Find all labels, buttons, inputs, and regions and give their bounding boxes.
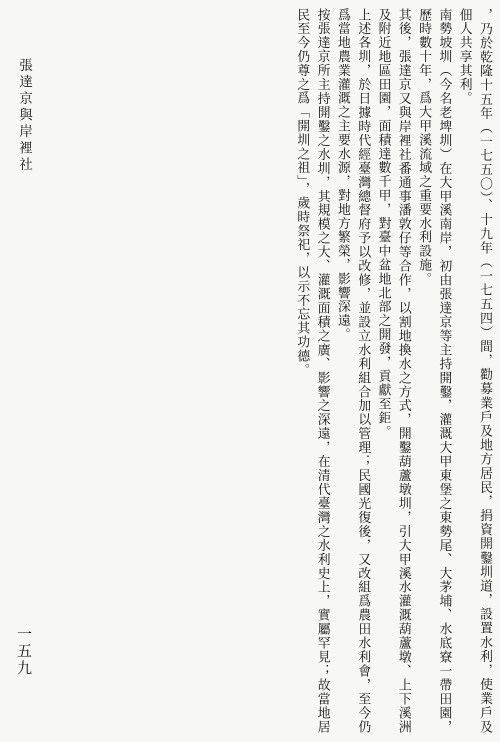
paragraph-3: 其後，張達京又與岸裡社番通事潘敦仔等合作，以割地換水之方式，開鑿葫蘆墩圳，引大甲溪水灌溉葫蘆墩、上下溪洲及附近地區田園，面積達數千甲，對臺中盆地北部之開發，貢獻至鉅。 <box>375 8 411 734</box>
running-title: 張達京與岸裡社 <box>16 58 32 174</box>
paragraph-5: 按張達京所主持開鑿之水圳，其規模之大、灌溉面積之廣、影響之深遠，在清代臺灣之水利史上，實屬罕見；故當地居民至今仍尊之爲「開圳之祖」，歲時祭祀，以示不忘其功德。 <box>294 8 330 734</box>
paragraph-2: 南勢坡圳（今名老埤圳）在大甲溪南岸，初由張達京等主持開鑿，灌溉大甲東堡之東勢尾、大茅埔、水底寮一帶田園，歷時數十年，爲大甲溪流域之重要水利設施。 <box>416 8 452 734</box>
paragraph-4: 上述各圳，於日據時代經臺灣總督府予以改修，並設立水利組合加以管理；民國光復後，又改組爲農田水利會，至今仍爲當地農業灌溉之主要水源，對地方繁榮，影響深遠。 <box>334 8 371 734</box>
page-number: 一五九 <box>15 626 33 677</box>
paragraph-1: ，乃於乾隆十五年（一七五〇）、十九年（一七五四）間，勸募業戶及地方居民，捐資開鑿圳道，設置水利，使業戶及佃人共享其利。 <box>456 8 492 734</box>
body-text <box>62 8 494 734</box>
